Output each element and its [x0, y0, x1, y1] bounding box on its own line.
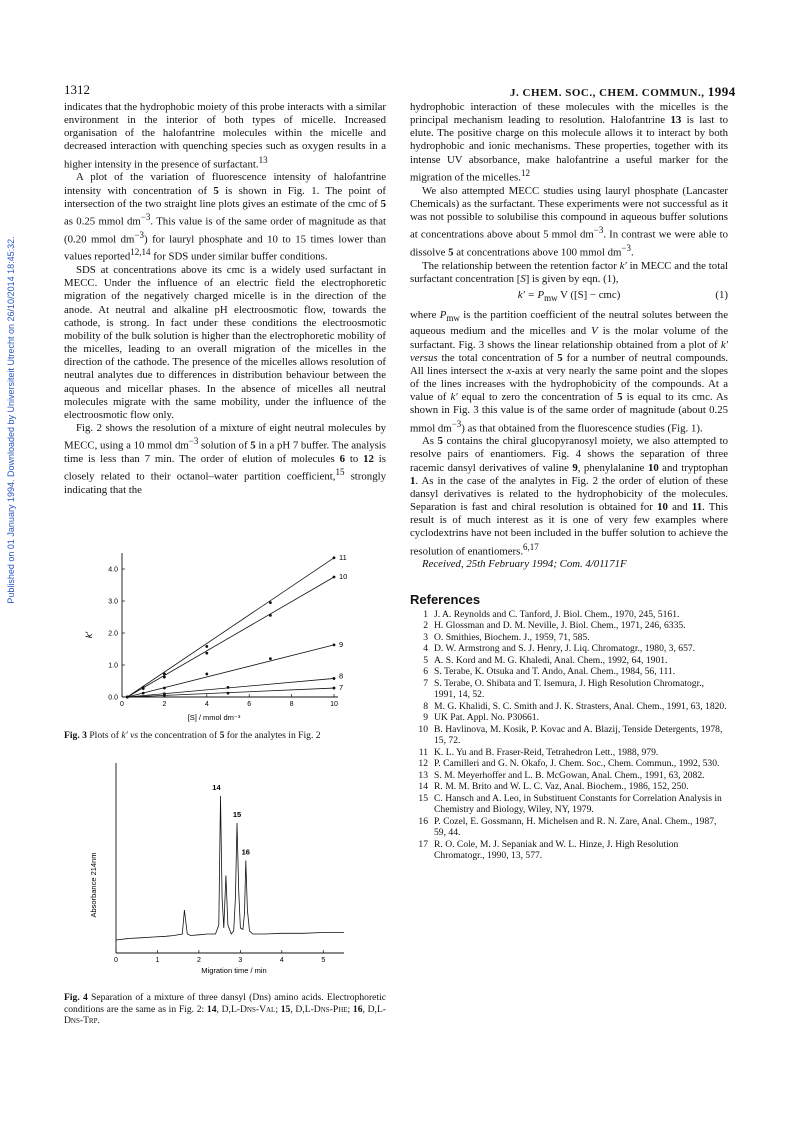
reference-item [410, 701, 728, 713]
fig3-data-point [269, 614, 272, 617]
reference-text: C. Hansch and A. Leo, in Substituent Constants for Correlation Analysis in Chemistry and Biology, Wiley, NY, 1979. [434, 792, 722, 816]
reference-list [410, 609, 728, 862]
fig4-x-tick-label: 1 [155, 957, 160, 964]
reference-item [410, 609, 728, 621]
fig4-x-tick-label: 2 [196, 957, 201, 964]
reference-item [410, 816, 728, 839]
fig3-x-tick-label: 10 [330, 701, 338, 708]
fig4-x-tick-label: 4 [279, 957, 284, 964]
reference-number: 6 [423, 666, 428, 678]
reference-item [410, 712, 728, 724]
fig3-x-tick-label: 2 [162, 701, 167, 708]
figure-4-caption: Fig. 4 Separation of a mixture of three dansyl (Dns) amino acids. Electrophoretic conditions are the same as in Fig. 2: 14, D,L-Dns-Val; 15, D,L-Dns-Phe; 16, D,L-Dns-Trp. [64, 992, 387, 1026]
fig3-data-point [269, 601, 272, 604]
fig3-series-line [127, 558, 334, 697]
fig3-series-line [127, 678, 334, 697]
reference-text: UK Pat. Appl. No. P30661. [434, 712, 540, 724]
fig3-data-point [205, 652, 208, 655]
reference-text: P. Cozel, E. Gossmann, H. Michelsen and R. N. Zare, Anal. Chem., 1987, 59, 44. [434, 815, 717, 839]
fig4-x-tick-label: 3 [238, 957, 243, 964]
fig3-data-point [227, 692, 230, 695]
reference-item [410, 678, 728, 701]
fig3-data-point [333, 576, 336, 579]
fig3-data-point [333, 556, 336, 559]
journal-year: 1994 [707, 84, 736, 99]
reference-text: S. Terabe, O. Shibata and T. Isemura, J. High Resolution Chromatogr., 1991, 14, 52. [434, 677, 705, 701]
fig3-data-point [269, 657, 272, 660]
fig3-data-point [205, 673, 208, 676]
fig3-x-tick-label: 8 [289, 701, 294, 708]
journal-name: J. CHEM. SOC., CHEM. COMMUN., [510, 87, 708, 99]
reference-number: 12 [418, 758, 428, 770]
reference-item [410, 747, 728, 759]
reference-item [410, 839, 728, 862]
paragraph: SDS at concentrations above its cmc is a widely used surfactant in MECC. Under the influence of an electric field the electrophoretic migration of the negatively charged micelle is in the direction of the anode. At neutral and alkaline pH electroosmotic flow, towards the cathode, is strong. In fact under these conditions the electroosmotic mobility of the bulk solution is higher than the electrophoretic mobility of the micelles, leading to an overall migration of the micelles in the direction of the cathode. The presence of the micelles allows resolution of neutral analytes due to differences in distribution behaviour between the aqueous and micellar phases. In the absence of micelles all neutral molecules migrate with the same mobility, under the influence of the electroosmotic flow only. [64, 264, 386, 421]
reference-item [410, 632, 728, 644]
reference-item [410, 620, 728, 632]
reference-number: 7 [423, 677, 428, 689]
reference-text: D. W. Armstrong and S. J. Henry, J. Liq. Chromatogr., 1980, 3, 657. [434, 643, 696, 655]
left-column [64, 101, 386, 497]
paragraph: hydrophobic interaction of these molecules with the micelles is the principal mechanism leading to resolution. Halofantrine 13 is last to elute. The positive charge on this molecule allows it to interact by both hydrophobic and ionic mechanisms. These properties, together with its intense UV absorbance, make halofantrine a useful marker for the migration of the micelles.$^{12}$ [410, 101, 728, 184]
fig3-y-tick-label: 2.0 [108, 630, 118, 638]
fig4-trace [116, 796, 344, 940]
reference-number: 15 [418, 792, 428, 804]
equation-1: $k' = P_{mw}$ V ([S] − cmc) (1) [517, 288, 728, 303]
page-number: 1312 [64, 82, 90, 97]
reference-number: 14 [418, 781, 428, 793]
reference-text: H. Glossman and D. M. Neville, J. Biol. Chem., 1971, 246, 6335. [434, 620, 686, 632]
fig3-series-label: 8 [339, 671, 344, 681]
fig3-series-line [127, 577, 334, 697]
reference-item [410, 793, 728, 816]
download-watermark [2, 160, 20, 680]
fig3-data-point [163, 676, 166, 679]
equation-number: (1) [715, 288, 728, 301]
fig3-data-point [142, 692, 145, 695]
fig4-x-axis-label: Migration time / min [201, 966, 267, 975]
received-line: Received, 25th February 1994; Com. 4/01171F [422, 558, 627, 571]
fig3-series-label: 7 [339, 683, 344, 693]
fig3-data-point [126, 696, 129, 699]
fig3-data-point [163, 687, 166, 690]
reference-number: 9 [423, 712, 428, 724]
reference-number: 5 [423, 654, 428, 666]
reference-text: R. M. M. Brito and W. L. C. Vaz, Anal. Biochem., 1986, 152, 250. [434, 781, 689, 793]
fig3-data-point [163, 694, 166, 697]
fig3-series-label: 10 [339, 572, 348, 581]
reference-text: R. O. Cole, M. J. Sepaniak and W. L. Hinze, J. High Resolution Chromatogr., 1990, 13, 577. [434, 838, 679, 862]
fig4-y-axis-label: Absorbance 214nm [89, 852, 98, 918]
fig3-y-tick-label: 4.0 [108, 566, 118, 574]
journal-header [510, 84, 736, 100]
reference-text: J. A. Reynolds and C. Tanford, J. Biol. Chem., 1970, 245, 5161. [434, 608, 680, 620]
figure-3-caption: Fig. 3 Plots of k′ vs the concentration of 5 for the analytes in Fig. 2 [64, 730, 321, 741]
reference-number: 4 [423, 643, 428, 655]
fig3-data-point [142, 687, 145, 690]
fig3-y-tick-label: 1.0 [108, 662, 118, 670]
reference-text: P. Camilleri and G. N. Okafo, J. Chem. Soc., Chem. Commun., 1992, 530. [434, 758, 720, 770]
paragraph: indicates that the hydrophobic moiety of this probe interacts with a similar environment in the interior of both types of micelle. Increased organisation of the halofantrine molecules within the micelle and decreased interaction with quenching species such as oxygen results in a higher intensity in the presence of surfactant.$^{13}$ [64, 101, 386, 171]
reference-text: M. G. Khalidi, S. C. Smith and J. K. Strasters, Anal. Chem., 1991, 63, 1820. [434, 700, 727, 712]
paragraph: The relationship between the retention factor k′ in MECC and the total surfactant concentration [S] is given by eqn. (1), [410, 259, 728, 285]
reference-item [410, 655, 728, 667]
reference-number: 11 [418, 746, 428, 758]
references-heading: References [410, 592, 481, 608]
fig4-x-tick-label: 0 [114, 957, 118, 964]
reference-text: O. Smithies, Biochem. J., 1959, 71, 585. [434, 631, 590, 643]
right-column [410, 101, 728, 862]
reference-number: 1 [423, 608, 428, 620]
fig3-data-point [333, 677, 336, 680]
fig3-y-tick-label: 0.0 [108, 694, 118, 702]
reference-text: S. Terabe, K. Otsuka and T. Ando, Anal. Chem., 1984, 56, 111. [434, 666, 676, 678]
reference-text: S. M. Meyerhoffer and L. B. McGowan, Anal. Chem., 1991, 63, 2082. [434, 769, 705, 781]
reference-text: B. Havlinova, M. Kosik, P. Kovac and A. Blazij, Tenside Detergents, 1978, 15, 72. [434, 723, 723, 747]
reference-number: 10 [418, 723, 428, 735]
reference-text: A. S. Kord and M. G. Khaledi, Anal. Chem., 1992, 64, 1901. [434, 654, 668, 666]
paragraph: where $P_{mw}$ is the partition coefficient of the neutral solutes between the aqueous medium and the micelles and V is the molar volume of the surfactant. Fig. 3 shows the linear relationship obtained from a plot of k′ versus the total concentration of 5 for a number of neutral compounds. All lines intersect the x-axis at very nearly the same point and the slopes of the lines increases with the hydrophobicity of the compounds. At a value of k′ equal to zero the concentration of 5 is equal to its cmc. As shown in Fig. 3 this value is of the same order of magnitude (about 0.25 mmol $dm^{-3}$) as that obtained from the fluorescence studies (Fig. 1). [410, 309, 729, 435]
fig3-x-tick-label: 0 [120, 701, 124, 708]
paragraph: Fig. 2 shows the resolution of a mixture of eight neutral molecules by MECC, using a 10 mmol $dm^{-3}$ solution of 5 in a pH 7 buffer. The analysis time is less than 7 min. The order of elution of molecules 6 to 12 is closely related to their octanol–water partition coefficient,$^{15}$ strongly indicating that the [64, 421, 387, 496]
reference-number: 16 [418, 815, 428, 827]
fig3-data-point [205, 645, 208, 648]
reference-item [410, 770, 728, 782]
fig3-data-point [227, 686, 230, 689]
watermark-text: Published on 01 January 1994. Downloaded by Universiteit Utrecht on 26/10/2014 18:45:32. [6, 236, 16, 604]
figure-4-electropherogram [72, 755, 372, 990]
paragraph: As 5 contains the chiral glucopyranosyl moiety, we also attempted to resolve pairs of enantiomers. Fig. 4 shows the separation of three racemic dansyl derivatives of valine 9, phenylalanine 10 and tryptophan 1. As in the case of the analytes in Fig. 2 the order of elution of these dansyl derivatives is related to the hydrophobicity of the molecules. Separation is fast and chiral resolution is obtained for 10 and 11. This result is of much interest as it is one of very few examples where cyclodextrins have not been included in the buffer solution to achieve the resolution of enantiomers.$^{6,17}$ [410, 435, 729, 558]
fig3-data-point [333, 687, 336, 690]
reference-number: 2 [423, 620, 428, 632]
reference-item [410, 643, 728, 655]
reference-item [410, 666, 728, 678]
fig4-peak-label: 14 [212, 783, 221, 792]
reference-item [410, 724, 728, 747]
paragraph: A plot of the variation of fluorescence intensity of halofantrine intensity with concentration of 5 is shown in Fig. 1. The point of intersection of the two straight line plots gives an estimate of the cmc of 5 as 0.25 mmol $dm^{-3}$. This value is of the same order of magnitude as that (0.20 mmol $dm^{-3}$) for lauryl phosphate and 10 to 15 times lower than values reported$^{12,14}$ for SDS under similar buffer conditions. [64, 171, 386, 263]
fig4-peak-label: 16 [241, 847, 250, 857]
fig3-x-tick-label: 6 [247, 701, 252, 708]
reference-number: 8 [423, 700, 428, 712]
reference-item [410, 781, 728, 793]
reference-item [410, 758, 728, 770]
fig3-y-axis-label: k′ [84, 631, 94, 639]
reference-number: 17 [418, 838, 428, 850]
fig4-peak-label: 15 [232, 810, 242, 819]
fig3-data-point [333, 643, 336, 646]
figure-3-chart [72, 545, 382, 745]
fig3-series-label: 9 [339, 639, 344, 649]
fig3-x-tick-label: 4 [204, 701, 209, 708]
fig3-series-label: 11 [339, 552, 347, 562]
reference-number: 13 [418, 769, 428, 781]
fig4-x-tick-label: 5 [321, 957, 326, 964]
fig3-y-tick-label: 3.0 [108, 598, 118, 606]
reference-number: 3 [423, 631, 428, 643]
fig3-x-axis-label: [S] / mmol dm⁻³ [187, 713, 241, 722]
paragraph: We also attempted MECC studies using lauryl phosphate (Lancaster Chemicals) as the surfactant. These experiments were not successful as it was not possible to solubilise this compound in aqueous buffer solutions at concentrations above about 5 mmol $dm^{-3}$. In contrast we were able to dissolve 5 at concentrations above 100 mmol $dm^{-3}$. [410, 184, 728, 259]
reference-text: K. L. Yu and B. Fraser-Reid, Tetrahedron Lett., 1988, 979. [434, 746, 659, 758]
